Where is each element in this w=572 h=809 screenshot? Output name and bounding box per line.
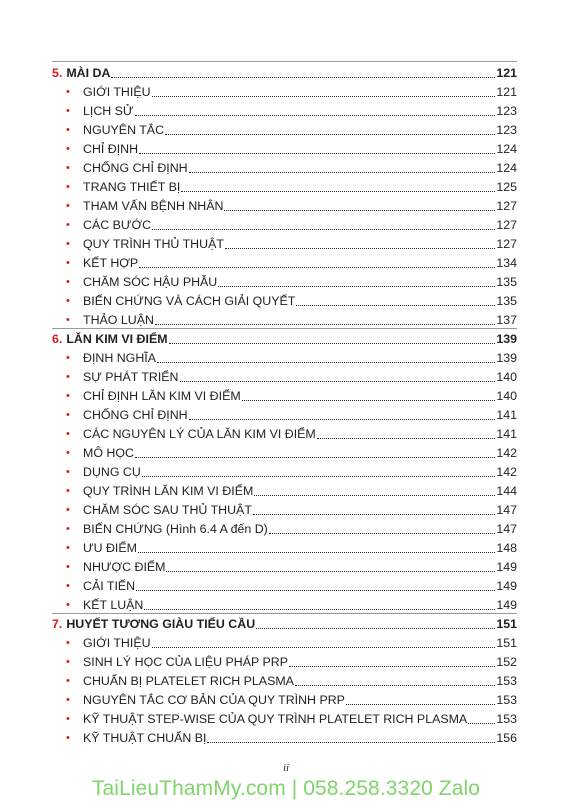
chapter-page: 121 xyxy=(496,66,517,80)
toc-entry[interactable] xyxy=(52,480,517,499)
toc-entry[interactable] xyxy=(52,119,517,138)
dot-leader xyxy=(254,494,495,496)
dot-leader xyxy=(189,171,496,173)
entry-page: 134 xyxy=(496,256,517,270)
toc-entry[interactable] xyxy=(52,670,517,689)
entry-title: ƯU ĐIỂM xyxy=(83,541,137,555)
chapter-page: 139 xyxy=(496,332,517,346)
entry-title: QUY TRÌNH THỦ THUẬT xyxy=(83,237,224,251)
entry-title: CHĂM SÓC HẬU PHẪU xyxy=(83,275,218,289)
bullet-icon: • xyxy=(66,428,70,440)
entry-page: 139 xyxy=(496,351,517,365)
bullet-icon: • xyxy=(66,599,70,611)
entry-title: GIỚI THIỆU xyxy=(83,85,151,99)
toc-entry[interactable] xyxy=(52,138,517,157)
entry-title: SINH LÝ HỌC CỦA LIỆU PHÁP PRP xyxy=(83,655,288,669)
dot-leader xyxy=(346,703,495,705)
dot-leader xyxy=(139,266,495,268)
dot-leader xyxy=(144,608,495,610)
toc-entry[interactable] xyxy=(52,385,517,404)
toc-entry[interactable] xyxy=(52,518,517,537)
bullet-icon: • xyxy=(66,295,70,307)
entry-page: 123 xyxy=(496,123,517,137)
entry-page: 149 xyxy=(496,579,517,593)
dot-leader xyxy=(135,456,495,458)
entry-page: 156 xyxy=(496,731,517,745)
bullet-icon: • xyxy=(66,238,70,250)
dot-leader xyxy=(111,76,495,78)
entry-title: NHƯỢC ĐIỂM xyxy=(83,560,166,574)
dot-leader xyxy=(139,152,495,154)
entry-title: THAM VẤN BỆNH NHÂN xyxy=(83,199,224,213)
dot-leader xyxy=(157,361,495,363)
toc-entry[interactable] xyxy=(52,423,517,442)
toc-entry[interactable] xyxy=(52,499,517,518)
chapter-heading-6[interactable] xyxy=(52,328,517,347)
dot-leader xyxy=(256,627,495,629)
entry-title: GIỚI THIỆU xyxy=(83,636,151,650)
entry-page: 121 xyxy=(496,85,517,99)
entry-page: 144 xyxy=(496,484,517,498)
watermark-text: TaiLieuThamMy.com | 058.258.3320 Zalo xyxy=(91,777,481,800)
entry-title: KẾT HỢP xyxy=(83,256,139,270)
toc-entry[interactable] xyxy=(52,233,517,252)
bullet-icon: • xyxy=(66,200,70,212)
dot-leader xyxy=(225,247,495,249)
dot-leader xyxy=(269,532,496,534)
toc-entry[interactable] xyxy=(52,157,517,176)
toc-entry[interactable] xyxy=(52,575,517,594)
entry-title: ĐỊNH NGHĨA xyxy=(83,351,156,365)
bullet-icon: • xyxy=(66,466,70,478)
entry-page: 142 xyxy=(496,446,517,460)
bullet-icon: • xyxy=(66,314,70,326)
entry-title: NGUYÊN TẮC xyxy=(83,123,165,137)
toc-entry[interactable] xyxy=(52,461,517,480)
toc-entry[interactable] xyxy=(52,651,517,670)
bullet-icon: • xyxy=(66,257,70,269)
toc-entry[interactable] xyxy=(52,252,517,271)
entry-page: 135 xyxy=(496,275,517,289)
toc-entry[interactable] xyxy=(52,632,517,651)
entry-page: 153 xyxy=(496,674,517,688)
entry-title: QUY TRÌNH LĂN KIM VI ĐIỂM xyxy=(83,484,254,498)
entry-title: KẾT LUẬN xyxy=(83,598,144,612)
chapter-heading-5[interactable] xyxy=(52,62,517,81)
table-of-contents xyxy=(52,62,517,746)
entry-page: 127 xyxy=(496,218,517,232)
bullet-icon: • xyxy=(66,124,70,136)
entry-page: 149 xyxy=(496,560,517,574)
entry-title: CHUẨN BỊ PLATELET RICH PLASMA xyxy=(83,674,294,688)
bullet-icon: • xyxy=(66,713,70,725)
toc-entry[interactable] xyxy=(52,347,517,366)
bullet-icon: • xyxy=(66,561,70,573)
bullet-icon: • xyxy=(66,485,70,497)
dot-leader xyxy=(242,399,496,401)
entry-page: 147 xyxy=(496,503,517,517)
chapter-number: 5. xyxy=(52,66,63,80)
dot-leader xyxy=(152,228,495,230)
dot-leader xyxy=(180,380,496,382)
dot-leader xyxy=(155,323,495,325)
bullet-icon: • xyxy=(66,390,70,402)
chapter-title: LĂN KIM VI ĐIỂM xyxy=(66,332,168,346)
toc-entry[interactable] xyxy=(52,537,517,556)
entry-title: LỊCH SỬ xyxy=(83,104,134,118)
entry-title: KỸ THUẬT CHUẨN BỊ xyxy=(83,731,207,745)
dot-leader xyxy=(135,114,496,116)
entry-title: CHỈ ĐỊNH xyxy=(83,142,139,156)
entry-page: 152 xyxy=(496,655,517,669)
bullet-icon: • xyxy=(66,732,70,744)
bullet-icon: • xyxy=(66,352,70,364)
dot-leader xyxy=(295,684,495,686)
entry-page: 124 xyxy=(496,142,517,156)
toc-entry[interactable] xyxy=(52,708,517,727)
entry-page: 135 xyxy=(496,294,517,308)
entry-page: 151 xyxy=(496,636,517,650)
toc-entry[interactable] xyxy=(52,81,517,100)
chapter-title: MÀI DA xyxy=(66,66,111,80)
chapter-heading-7[interactable] xyxy=(52,613,517,632)
dot-leader xyxy=(165,133,495,135)
entry-page: 140 xyxy=(496,370,517,384)
page-folio: ii xyxy=(282,762,290,774)
dot-leader xyxy=(181,190,495,192)
dot-leader xyxy=(468,722,495,724)
toc-entry[interactable] xyxy=(52,556,517,575)
entry-page: 127 xyxy=(496,199,517,213)
bullet-icon: • xyxy=(66,219,70,231)
dot-leader xyxy=(218,285,495,287)
entry-title: CHỈ ĐỊNH LĂN KIM VI ĐIỂM xyxy=(83,389,241,403)
entry-page: 153 xyxy=(496,712,517,726)
dot-leader xyxy=(189,418,496,420)
entry-page: 137 xyxy=(496,313,517,327)
entry-title: CẢI TIẾN xyxy=(83,579,136,593)
toc-entry[interactable] xyxy=(52,214,517,233)
entry-title: THẢO LUẬN xyxy=(83,313,154,327)
dot-leader xyxy=(253,513,495,515)
dot-leader xyxy=(169,342,496,344)
chapter-page: 151 xyxy=(496,617,517,631)
toc-entry[interactable] xyxy=(52,309,517,328)
bullet-icon: • xyxy=(66,181,70,193)
dot-leader xyxy=(224,209,495,211)
toc-entry[interactable] xyxy=(52,176,517,195)
entry-title: MÔ HỌC xyxy=(83,446,134,460)
entry-page: 153 xyxy=(496,693,517,707)
bullet-icon: • xyxy=(66,675,70,687)
toc-entry[interactable] xyxy=(52,594,517,613)
entry-title: DỤNG CỤ xyxy=(83,465,141,479)
entry-page: 140 xyxy=(496,389,517,403)
bullet-icon: • xyxy=(66,580,70,592)
entry-page: 141 xyxy=(496,408,517,422)
dot-leader xyxy=(152,95,496,97)
bullet-icon: • xyxy=(66,542,70,554)
bullet-icon: • xyxy=(66,371,70,383)
dot-leader xyxy=(296,304,495,306)
bullet-icon: • xyxy=(66,409,70,421)
entry-page: 142 xyxy=(496,465,517,479)
bullet-icon: • xyxy=(66,276,70,288)
entry-page: 127 xyxy=(496,237,517,251)
entry-title: CHỐNG CHỈ ĐỊNH xyxy=(83,161,188,175)
bullet-icon: • xyxy=(66,86,70,98)
bullet-icon: • xyxy=(66,656,70,668)
entry-page: 124 xyxy=(496,161,517,175)
entry-title: KỸ THUẬT STEP-WISE CỦA QUY TRÌNH PLATELET RICH PLASMA xyxy=(83,712,468,726)
dot-leader xyxy=(136,589,495,591)
entry-page: 123 xyxy=(496,104,517,118)
chapter-number: 7. xyxy=(52,617,63,631)
entry-title: SỰ PHÁT TRIỂN xyxy=(83,370,179,384)
toc-entry[interactable] xyxy=(52,195,517,214)
entry-page: 125 xyxy=(496,180,517,194)
bullet-icon: • xyxy=(66,143,70,155)
entry-title: CHĂM SÓC SAU THỦ THUẬT xyxy=(83,503,252,517)
entry-title: CÁC BƯỚC xyxy=(83,218,152,232)
entry-page: 147 xyxy=(496,522,517,536)
toc-entry[interactable] xyxy=(52,404,517,423)
toc-entry[interactable] xyxy=(52,100,517,119)
entry-page: 141 xyxy=(496,427,517,441)
entry-title: BIẾN CHỨNG VÀ CÁCH GIẢI QUYẾT xyxy=(83,294,296,308)
entry-page: 148 xyxy=(496,541,517,555)
toc-entry[interactable] xyxy=(52,689,517,708)
toc-entry[interactable] xyxy=(52,271,517,290)
chapter-number: 6. xyxy=(52,332,63,346)
bullet-icon: • xyxy=(66,523,70,535)
entry-title: CHỐNG CHỈ ĐỊNH xyxy=(83,408,188,422)
dot-leader xyxy=(207,741,495,743)
dot-leader xyxy=(289,665,495,667)
dot-leader xyxy=(142,475,495,477)
entry-page: 149 xyxy=(496,598,517,612)
chapter-title: HUYẾT TƯƠNG GIÀU TIỂU CẦU xyxy=(66,617,256,631)
entry-title: BIẾN CHỨNG (Hình 6.4 A đến D) xyxy=(83,522,268,536)
bullet-icon: • xyxy=(66,504,70,516)
dot-leader xyxy=(317,437,496,439)
toc-entry[interactable] xyxy=(52,290,517,309)
entry-title: NGUYÊN TẮC CƠ BẢN CỦA QUY TRÌNH PRP xyxy=(83,693,345,707)
entry-title: CÁC NGUYÊN LÝ CỦA LĂN KIM VI ĐIỂM xyxy=(83,427,316,441)
toc-entry[interactable] xyxy=(52,727,517,746)
bullet-icon: • xyxy=(66,694,70,706)
dot-leader xyxy=(138,551,495,553)
toc-entry[interactable] xyxy=(52,442,517,461)
bullet-icon: • xyxy=(66,105,70,117)
dot-leader xyxy=(152,646,496,648)
entry-title: TRANG THIẾT BỊ xyxy=(83,180,181,194)
toc-entry[interactable] xyxy=(52,366,517,385)
bullet-icon: • xyxy=(66,637,70,649)
bullet-icon: • xyxy=(66,162,70,174)
bullet-icon: • xyxy=(66,447,70,459)
dot-leader xyxy=(166,570,495,572)
